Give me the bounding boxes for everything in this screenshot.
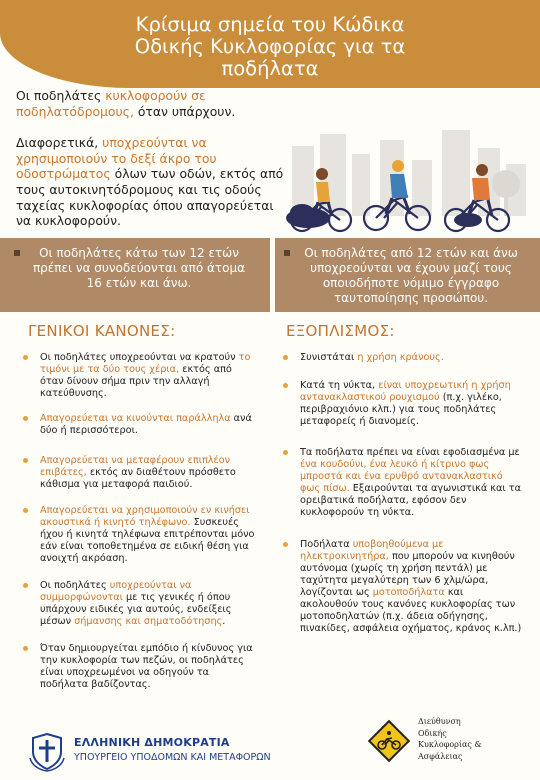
- age-rule-over-12: [296, 246, 526, 306]
- highlight-text: υποχρεούνται να χρησιμοποιούν το δεξί άκρο του οδοστρώματος: [16, 135, 217, 182]
- bullet-icon: [23, 508, 28, 513]
- intro-paragraph-1: [16, 88, 288, 119]
- text: Τα ποδήλατα πρέπει να είναι εφοδιασμένα με: [300, 447, 520, 458]
- list-item: [300, 539, 522, 635]
- highlight-text: σήμανσης και σηματοδότησης: [74, 616, 223, 627]
- greek-emblem-icon: [26, 728, 68, 772]
- highlight-text: Απαγορεύεται να χρησιμοποιούν εν κινήσει ακουστικά ή κινητό τηλέφωνο.: [40, 505, 250, 528]
- page-title: [60, 14, 480, 80]
- equipment-list: [300, 352, 522, 635]
- text: και ακολουθούν τους κανόνες κυκλοφορίας των μοτοποδηλατών (π.χ. άδεια οδήγησης, πινακίδες, ασφάλεια οχήματος, κράνος κ.λπ.): [300, 587, 522, 634]
- highlight-text: είναι υποχρεωτική η χρήση αντανακλαστικού ρουχισμού: [300, 380, 511, 403]
- bicycle-warning-sign-icon: [366, 718, 412, 764]
- highlight-text: υποβοηθούμενα με ηλεκτροκινητήρα,: [300, 539, 444, 562]
- intro-text: [16, 88, 288, 229]
- bullet-icon: [23, 646, 28, 651]
- text: Συσκευές ήχου ή κινητά τηλέφωνα επιτρέπονται μόνο εάν είναι τοποθετημένα σε ειδική θέση για ανοιχτή ακρόαση.: [40, 517, 255, 564]
- text: Ποδήλατα: [300, 539, 353, 550]
- highlight-text: το τιμόνι με τα δύο τους χέρια,: [40, 352, 251, 375]
- directorate-line: Οδικής: [418, 728, 447, 738]
- band-divider: [270, 238, 275, 312]
- government-logo: [26, 728, 286, 772]
- title-line-2: Οδικής Κυκλοφορίας για τα: [134, 35, 406, 58]
- general-rules-list: [40, 352, 256, 691]
- age-rule-under-12: [26, 246, 252, 291]
- text: Όταν δημιουργείται εμπόδιο ή κίνδυνος για την κυκλοφορία των πεζών, οι ποδηλάτες είναι υποχρεωμένοι να οδηγούν τα ποδήλατα βαδίζοντας.: [40, 643, 253, 690]
- bullet-icon: [23, 458, 28, 463]
- text: Διαφορετικά,: [16, 135, 103, 151]
- ministry-name: ΥΠΟΥΡΓΕΙΟ ΥΠΟΔΟΜΩΝ ΚΑΙ ΜΕΤΑΦΟΡΩΝ: [74, 752, 271, 763]
- general-rules-heading: ΓΕΝΙΚΟΙ ΚΑΝΟΝΕΣ:: [28, 322, 176, 340]
- directorate-line: Διεύθυνση: [418, 717, 461, 726]
- text: ανά δύο ή περισσότεροι.: [40, 413, 252, 436]
- square-bullet-icon: [284, 250, 290, 256]
- list-item: [300, 380, 522, 428]
- text: .: [222, 616, 226, 627]
- text: με τις γενικές ή όπου υπάρχουν ειδικές για αυτούς, ενδείξεις μέσων: [40, 592, 232, 627]
- directorate-line: Ασφάλειας: [418, 751, 463, 761]
- text: που μπορούν να κινηθούν αυτόνομα (χωρίς τη χρήση πεντάλ) με ταχύτητα μεγαλύτερη των 6 χλμ/ώρα, λογίζονται ως: [300, 551, 515, 598]
- highlight-text: ένα κουδούνι, ένα λευκό ή κίτρινο φως μπροστά και ένα ερυθρό αντανακλαστικό φως πίσω.: [300, 459, 503, 494]
- list-item: [300, 447, 522, 519]
- title-line-1: Κρίσιμα σημεία του Κώδικα: [135, 13, 405, 36]
- text: εκτός αν διαθέτουν πρόσθετο κάθισμα για μεταφορά παιδιού.: [40, 467, 236, 490]
- text: όλων των οδών, εκτός από τους αυτοκινητόδρομους και τις οδούς ταχείας κυκλοφορίας όπου απαγορεύεται να κυκλοφορούν.: [16, 166, 284, 229]
- list-item: [40, 505, 256, 565]
- directorate-line: Κυκλοφορίας &: [418, 740, 482, 749]
- highlight-text: μοτοποδήλατα: [372, 587, 445, 598]
- highlight-text: Απαγορεύεται να μεταφέρουν επιπλέον επιβάτες,: [40, 455, 231, 478]
- bullet-icon: [283, 450, 288, 455]
- age-rule-text: Οι ποδηλάτες από 12 ετών και άνω υποχρεούνται να έχουν μαζί τους οποιοδήποτε νόμιμο έγγραφο ταυτοποίησης προσώπου.: [304, 246, 518, 305]
- directorate-name: [418, 716, 536, 762]
- text: Εξαιρούνται τα αγωνιστικά και τα ορειβατικά ποδήλατα, εφόσον δεν κυκλοφορούν τη νύκτα.: [300, 483, 521, 518]
- bullet-icon: [283, 355, 288, 360]
- highlight-text: υποχρεούνται να συμμορφώνονται: [40, 580, 192, 603]
- text: Κατά τη νύκτα,: [300, 380, 379, 391]
- bullet-icon: [283, 542, 288, 547]
- bullet-icon: [23, 355, 28, 360]
- list-item: [300, 352, 522, 364]
- list-item: [40, 455, 256, 491]
- list-item: [40, 643, 256, 691]
- highlight-text: η χρήση κράνους.: [357, 352, 444, 363]
- bullet-icon: [23, 583, 28, 588]
- square-bullet-icon: [14, 250, 20, 256]
- highlight-text: κυκλοφορούν σε ποδηλατόδρομους,: [16, 88, 206, 119]
- highlight-text: Απαγορεύεται να κινούνται παράλληλα: [40, 413, 231, 424]
- title-line-3: ποδήλατα: [221, 57, 319, 80]
- intro-paragraph-2: [16, 135, 288, 229]
- list-item: [40, 413, 256, 437]
- list-item: [40, 580, 256, 628]
- text: Οι ποδηλάτες υποχρεούνται να κρατούν: [40, 352, 239, 363]
- text: Συνιστάται: [300, 352, 358, 363]
- text: (π.χ. γιλέκο, περιβραχιόνιο κλπ.) για τους ποδηλάτες μεταφορείς ή διανομείς.: [300, 392, 502, 427]
- cyclists-illustration: [272, 126, 534, 236]
- bullet-icon: [283, 383, 288, 388]
- list-item: [40, 352, 256, 400]
- text: εκτός από όταν δίνουν σήμα πριν την αλλαγή κατεύθυνσης.: [40, 364, 232, 399]
- text: Οι ποδηλάτες: [40, 580, 110, 591]
- equipment-heading: ΕΞΟΠΛΙΣΜΟΣ:: [286, 322, 395, 340]
- government-name: ΕΛΛΗΝΙΚΗ ΔΗΜΟΚΡΑΤΙΑ: [74, 736, 230, 749]
- text: Οι ποδηλάτες: [16, 88, 106, 103]
- text: όταν υπάρχουν.: [133, 103, 236, 119]
- header-banner: [0, 0, 540, 88]
- bullet-icon: [23, 416, 28, 421]
- age-rule-text: Οι ποδηλάτες κάτω των 12 ετών πρέπει να συνοδεύονται από άτομα 16 ετών και άνω.: [32, 246, 246, 290]
